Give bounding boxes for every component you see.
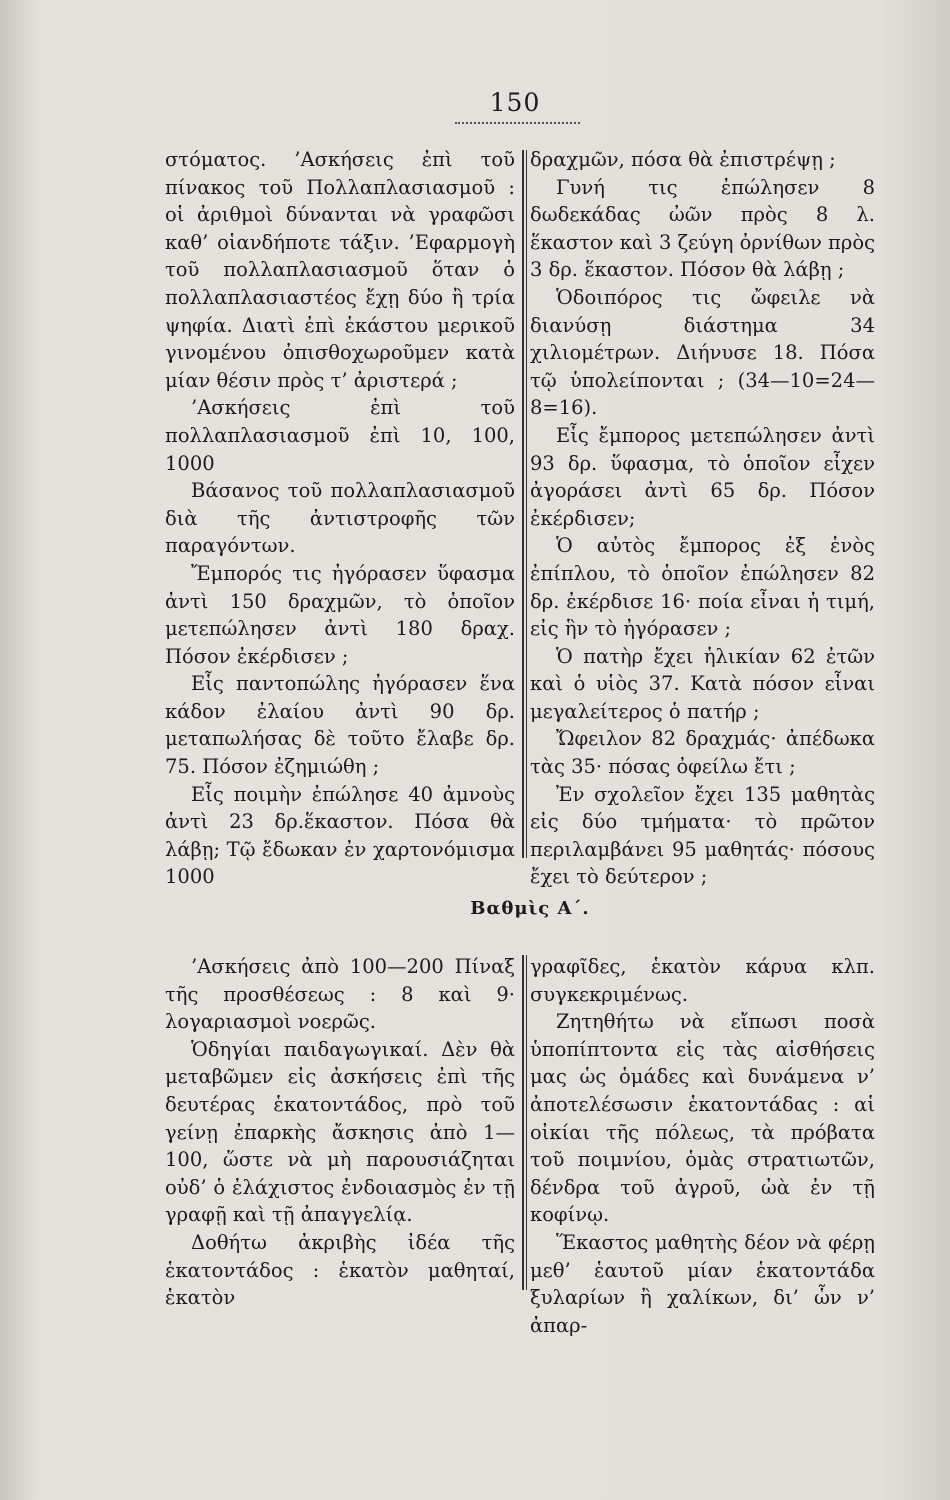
top-left-column	[165, 146, 515, 891]
paragraph: ’Ασκήσεις ἀπὸ 100—200 Πίναξ τῆς προσθέσεως : 8 καὶ 9· λογαριασμοὶ νοερῶς.	[165, 955, 515, 1034]
paragraph: δραχμῶν, πόσα θὰ ἐπιστρέψῃ ;	[530, 148, 836, 171]
paragraph: Ἕκαστος μαθητὴς δέον νὰ φέρῃ μεθ’ ἑαυτοῦ μίαν ἑκατοντάδα ξυλαρίων ἢ χαλίκων, δι’ ὧν ν’ ἀπαρ-	[530, 1230, 875, 1337]
column-divider	[522, 150, 524, 858]
paragraph: γραφῖδες, ἑκατὸν κάρυα κλπ. συγκεκριμένως.	[530, 955, 875, 1006]
paragraph: στόματος. ’Ασκήσεις ἐπὶ τοῦ πίνακος τοῦ Πολλαπλασιασμοῦ : οἱ ἀριθμοὶ δύνανται νὰ γραφῶσι καθ’ οἱανδήποτε τάξιν. ’Εφαρμογὴ τοῦ πολλαπλασιασμοῦ ὅταν ὁ πολλαπλασιαστέος ἔχῃ δύο ἢ τρία ψηφία. Διατὶ ἐπὶ ἑκάστου μερικοῦ γινομένου ὀπισθοχωροῦμεν κατὰ μίαν θέσιν πρὸς τ’ ἀριστερά ;	[165, 148, 515, 392]
paragraph: Ὁδοιπόρος τις ὤφειλε νὰ διανύσῃ διάστημα 34 χιλιομέτρων. Διήνυσε 18. Πόσα τῷ ὑπολείπονται ; (34—10=24—8=16).	[530, 285, 875, 420]
column-divider	[522, 955, 524, 1290]
paragraph: Ὁ πατὴρ ἔχει ἡλικίαν 62 ἐτῶν καὶ ὁ υἱὸς 37. Κατὰ πόσον εἶναι μεγαλείτερος ὁ πατήρ ;	[530, 644, 875, 723]
paragraph: Εἷς παντοπώλης ἠγόρασεν ἕνα κάδον ἐλαίου ἀντὶ 90 δρ. μεταπωλήσας δὲ τοῦτο ἔλαβε δρ. 75. Πόσον ἐζημιώθη ;	[165, 672, 515, 779]
column-divider	[526, 955, 527, 1290]
paragraph: Βάσανος τοῦ πολλαπλασιασμοῦ διὰ τῆς ἀντιστροφῆς τῶν παραγόντων.	[165, 479, 515, 558]
paragraph: Ἔμπορός τις ἠγόρασεν ὕφασμα ἀντὶ 150 δραχμῶν, τὸ ὁποῖον μετεπώλησεν ἀντὶ 180 δραχ. Πόσον ἐκέρδισεν ;	[165, 561, 515, 668]
paragraph: ’Ασκήσεις ἐπὶ τοῦ πολλαπλασιασμοῦ ἐπὶ 10, 100, 1000	[165, 396, 515, 475]
top-right-column	[530, 146, 875, 891]
paragraph: Ζητηθήτω νὰ εἴπωσι ποσὰ ὑποπίπτοντα εἰς τὰς αἰσθήσεις μας ὡς ὁμάδες καὶ δυνάμενα ν’ ἀποτελέσωσιν ἑκατοντάδας : αἱ οἰκίαι τῆς πόλεως, τὰ πρόβατα τοῦ ποιμνίου, ὁμὰς στρατιωτῶν, δένδρα τοῦ ἀγροῦ, ὠὰ ἐν τῇ κοφίνῳ.	[530, 1010, 875, 1227]
paragraph: Γυνή τις ἐπώλησεν 8 δωδεκάδας ὠῶν πρὸς 8 λ. ἕκαστον καὶ 3 ζεύγη ὀρνίθων πρὸς 3 δρ. ἕκαστον. Πόσον θὰ λάβῃ ;	[530, 175, 875, 282]
paragraph: Εἷς ποιμὴν ἐπώλησε 40 ἀμνοὺς ἀντὶ 23 δρ.ἕκαστον. Πόσα θὰ λάβῃ; Τῷ ἔδωκαν ἐν χαρτονόμισμα 1000	[165, 782, 515, 889]
column-divider	[526, 150, 527, 858]
bottom-left-column	[165, 953, 515, 1312]
paragraph: Εἷς ἔμπορος μετεπώλησεν ἀντὶ 93 δρ. ὕφασμα, τὸ ὁποῖον εἶχεν ἀγοράσει ἀντὶ 65 δρ. Πόσον ἐκέρδισεν;	[530, 423, 875, 530]
paragraph: Ὁ αὐτὸς ἔμπορος ἐξ ἑνὸς ἐπίπλου, τὸ ὁποῖον ἐπώλησεν 82 δρ. ἐκέρδισε 16· ποία εἶναι ἡ τιμή, εἰς ἣν τὸ ἠγόρασεν ;	[530, 534, 875, 641]
page-number: 150	[489, 88, 541, 117]
paragraph: Ὤφειλον 82 δραχμάς· ἀπέδωκα τὰς 35· πόσας ὀφείλω ἔτι ;	[530, 727, 875, 779]
paragraph: Ὁδηγίαι παιδαγωγικαί. Δὲν θὰ μεταβῶμεν εἰς ἀσκήσεις ἐπὶ τῆς δευτέρας ἑκατοντάδος, πρὸ τοῦ γείνῃ ἐπαρκὴς ἄσκησις ἀπὸ 1—100, ὥστε νὰ μὴ παρουσιάζηται οὐδ’ ὁ ἐλάχιστος ἐνδοιασμὸς ἐν τῇ γραφῇ καὶ τῇ ἀπαγγελίᾳ.	[165, 1037, 515, 1227]
paragraph: Ἐν σχολεῖον ἔχει 135 μαθητὰς εἰς δύο τμήματα· τὸ πρῶτον περιλαμβάνει 95 μαθητάς· πόσους ἔχει τὸ δεύτερον ;	[530, 782, 875, 889]
paragraph: Δοθήτω ἀκριβὴς ἰδέα τῆς ἑκατοντάδος : ἑκατὸν μαθηταί, ἑκατὸν	[165, 1230, 515, 1310]
section-heading: Βαθμὶς Α΄.	[470, 898, 590, 919]
bottom-right-column	[530, 953, 875, 1339]
header-rule	[455, 122, 580, 124]
